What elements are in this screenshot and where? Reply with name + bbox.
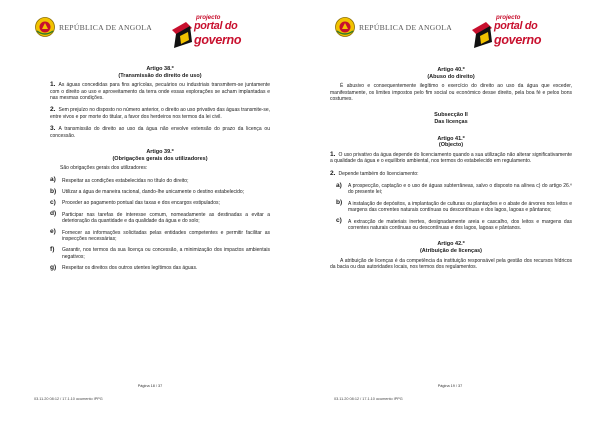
logo-text-projecto: projecto — [496, 14, 521, 21]
article-title: Artigo 40.º — [437, 67, 465, 73]
list-item — [336, 219, 572, 232]
subsection-heading — [330, 112, 572, 125]
portal-do-governo-logo — [470, 14, 590, 54]
paragraph-number: 2. — [330, 169, 336, 177]
logo-text-governo: governo — [194, 33, 242, 47]
list-text: Proceder ao pagamento pontual das taxas e dos encargos estipulados; — [62, 200, 220, 207]
list-letter: e) — [50, 228, 56, 236]
list-item — [336, 201, 572, 214]
paragraph: A atribuição de licenças é da competência da instituição responsável pela gestão dos recursos hídricos da bacia ou das autoridades locais, nos termos dos regulamentos. — [330, 257, 572, 271]
list-text: Utilizar a água de maneira racional, dando-lhe unicamente o destino estabelecido; — [62, 189, 245, 196]
logo-flag-icon — [170, 20, 194, 50]
angola-emblem-icon — [34, 16, 56, 38]
article-39-heading — [50, 149, 270, 162]
list-letter: a) — [336, 181, 342, 189]
paragraph-number: 2. — [50, 106, 56, 114]
portal-do-governo-logo — [170, 14, 290, 54]
paragraph-number: 1. — [330, 150, 336, 158]
paragraph-text: Depende também do licenciamento: — [338, 170, 419, 177]
article-subtitle: (Abuso do direito) — [427, 73, 475, 80]
logo-text-projecto: projecto — [196, 14, 221, 21]
article-40-heading — [330, 67, 572, 80]
page-header — [334, 12, 584, 52]
list-letter: g) — [50, 263, 57, 271]
list-text: Participar nas tarefas de interesse comum, nomeadamente as destinadas a evitar a deterioração da quantidade e da qualidade da água e do solo; — [62, 211, 270, 225]
list-text: A extracção de materiais inertes, designadamente areia e cascalho, dos leitos e margens das correntes naturais contínuas ou descontínuas e dos lagos, lagoas e pântanos. — [348, 218, 572, 232]
article-title: Artigo 42.º — [437, 241, 465, 248]
paragraph-intro: São obrigações gerais dos utilizadores: — [60, 165, 148, 172]
logo-text-portal: portal do — [194, 20, 238, 32]
article-subtitle: (Objecto) — [438, 142, 464, 149]
list-letter: d) — [50, 210, 57, 218]
article-subtitle: (Atribuição de licenças) — [419, 248, 483, 255]
paragraph: É abusivo e consequentemente ilegítimo o exercício do direito ao uso da água que exceder, manifestamente, os limites impostos pelo fim social ou económico desse direito, pela boa fé e pelos bons costumes. — [330, 83, 572, 102]
list-item — [50, 212, 270, 225]
angola-emblem-icon — [334, 16, 356, 38]
paragraph — [330, 152, 572, 165]
page-body-left — [50, 66, 270, 277]
list-text: Fornecer as informações solicitadas pelas entidades competentes e permitir facilitar as inspecções necessárias; — [62, 229, 270, 243]
list-text: Respeitar as condições estabelecidas no título do direito; — [62, 177, 189, 184]
list-text: A prospecção, captação e o uso de águas subterrâneas, salvo o disposto na alínea c) do artigo 26.º do presente lei; — [348, 183, 572, 196]
page-number: Página 18 / 37 — [137, 384, 163, 388]
paragraph — [330, 171, 572, 177]
list-item — [50, 200, 270, 206]
paragraph-text: A transmissão do direito ao uso da água não envolve extensão do prazo da licença ou concessão. — [50, 126, 270, 139]
article-41-heading — [330, 136, 572, 149]
list-item — [50, 247, 270, 260]
document-page-right — [300, 0, 600, 424]
document-reference: 03.11.20 08:12 / 17.1.10 ocumento IPPG — [334, 397, 403, 401]
republic-label: REPÚBLICA DE ANGOLA — [359, 23, 453, 32]
list-letter: f) — [50, 245, 55, 253]
article-42-heading — [330, 241, 572, 254]
page-number: Página 19 / 37 — [437, 384, 463, 388]
list-item — [50, 189, 270, 195]
subsection-title: Subsecção II — [434, 112, 468, 119]
list-text: Garantir, nos termos da sua licença ou concessão, a minimização dos impactos ambientais negativos; — [62, 247, 270, 260]
list-letter: a) — [50, 176, 56, 184]
logo-flag-icon — [470, 20, 494, 50]
list-text: Respeitar os direitos dos outros utentes legítimos das águas. — [62, 265, 198, 272]
article-title: Artigo 41.º — [437, 135, 465, 142]
list-letter: b) — [50, 187, 57, 195]
sublist — [336, 183, 572, 231]
list-letter: c) — [50, 198, 56, 206]
document-reference: 03.11.20 08:12 / 17.1.10 ocumento IPPG — [34, 397, 103, 401]
article-title: Artigo 39.º — [146, 149, 174, 156]
logo-text-governo: governo — [494, 33, 542, 47]
paragraph-number: 3. — [50, 125, 56, 133]
republic-label: REPÚBLICA DE ANGOLA — [59, 23, 153, 32]
paragraph — [50, 126, 270, 139]
page-body-right — [330, 67, 572, 276]
list-text: A instalação de depósitos, a implantação de culturas ou plantações e o abate de árvores nos leitos e margens das correntes naturais contínuas ou descontínuas e dos lagos, lagoas e pântanos; — [348, 200, 572, 214]
article-subtitle: (Transmissão do direito de uso) — [118, 72, 202, 79]
list-item — [336, 183, 572, 196]
paragraph-text: Sem prejuízo no disposto no número anterior, o direito ao uso privativo das águas transmite-se, entre vivos e por morte do titular, a favor dos herdeiros nos termos da lei civil. — [50, 107, 271, 120]
paragraph — [50, 82, 270, 101]
paragraph-number: 1. — [50, 81, 56, 89]
paragraph-text: As águas concedidas para fins agrícolas, pecuários ou industriais transmitem-se juntamente com o direito ao uso e aproveitamento da terra onde essas explorações se acham implantadas e nas mesmas condições. — [50, 82, 270, 101]
logo-text-portal: portal do — [494, 20, 538, 32]
list-item — [50, 230, 270, 243]
page-header — [34, 12, 284, 52]
list-letter: b) — [336, 199, 343, 207]
paragraph-text: O uso privativo da água depende do licenciamento quando a sua utilização não alterar significativamente a qualidade da água e o equilíbrio ambiental, nos termos do estabelecido em regulamento. — [330, 151, 572, 165]
article-38-heading — [50, 66, 270, 79]
list-item — [50, 265, 270, 271]
subsection-subtitle: Das licenças — [434, 119, 468, 125]
article-subtitle: (Obrigações gerais dos utilizadores) — [112, 155, 208, 162]
list-item — [50, 178, 270, 184]
article-title: Artigo 38.º — [146, 66, 174, 72]
paragraph — [50, 107, 270, 120]
list-letter: c) — [336, 217, 342, 225]
